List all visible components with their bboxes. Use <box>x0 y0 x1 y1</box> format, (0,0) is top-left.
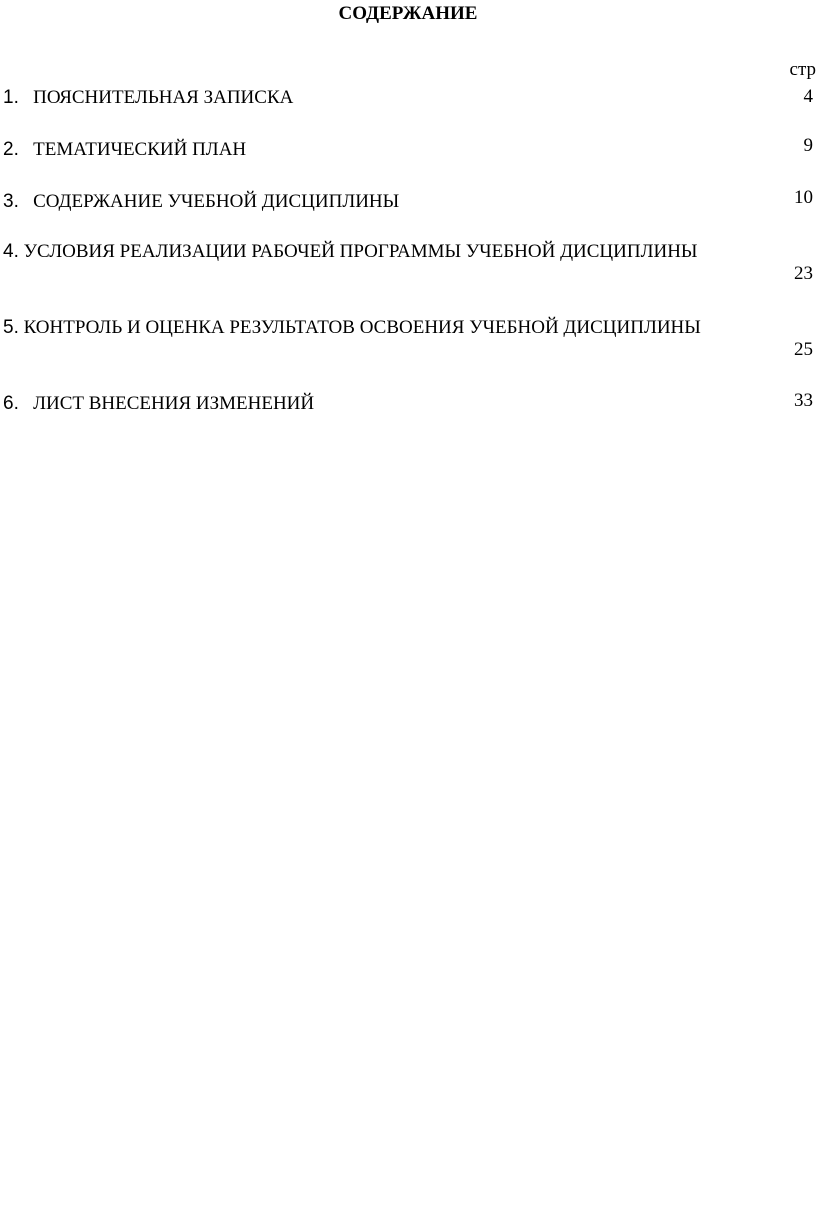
toc-entry-number: 5. <box>3 317 19 338</box>
toc-entry-label: ТЕМАТИЧЕСКИЙ ПЛАН <box>33 139 247 160</box>
toc-entry-text <box>3 392 744 416</box>
toc-entry-page-number: 33 <box>794 390 813 411</box>
toc-entry-page-number: 23 <box>794 263 813 284</box>
toc-entry-text <box>3 190 744 214</box>
toc-entry-label: ПОЯСНИТЕЛЬНАЯ ЗАПИСКА <box>33 87 294 108</box>
toc-entry-number: 2. <box>3 139 19 160</box>
toc-entry-text <box>3 240 744 264</box>
toc-entry-number: 4. <box>3 241 19 262</box>
toc-entry-text <box>3 316 744 340</box>
toc-entry-number: 3. <box>3 191 19 212</box>
toc-entry-label: СОДЕРЖАНИЕ УЧЕБНОЙ ДИСЦИПЛИНЫ <box>33 191 400 212</box>
toc-entry-page-number: 9 <box>803 135 813 156</box>
toc-entry-label: УСЛОВИЯ РЕАЛИЗАЦИИ РАБОЧЕЙ ПРОГРАММЫ УЧЕБНОЙ ДИСЦИПЛИНЫ <box>23 241 698 262</box>
toc-entry-number: 1. <box>3 87 19 108</box>
toc-entry-page-number: 25 <box>794 339 813 360</box>
toc-entry-page-number: 10 <box>794 187 813 208</box>
toc-entry-number: 6. <box>3 393 19 414</box>
toc-entry-label: КОНТРОЛЬ И ОЦЕНКА РЕЗУЛЬТАТОВ ОСВОЕНИЯ УЧЕБНОЙ ДИСЦИПЛИНЫ <box>23 317 701 338</box>
toc-entry-page-number: 4 <box>803 86 813 107</box>
document-title: СОДЕРЖАНИЕ <box>338 3 478 24</box>
toc-entry-text <box>3 138 744 162</box>
toc-entry-label: ЛИСТ ВНЕСЕНИЯ ИЗМЕНЕНИЙ <box>33 393 315 414</box>
toc-entry-text <box>3 86 744 110</box>
page-column-header: стр <box>789 59 816 80</box>
